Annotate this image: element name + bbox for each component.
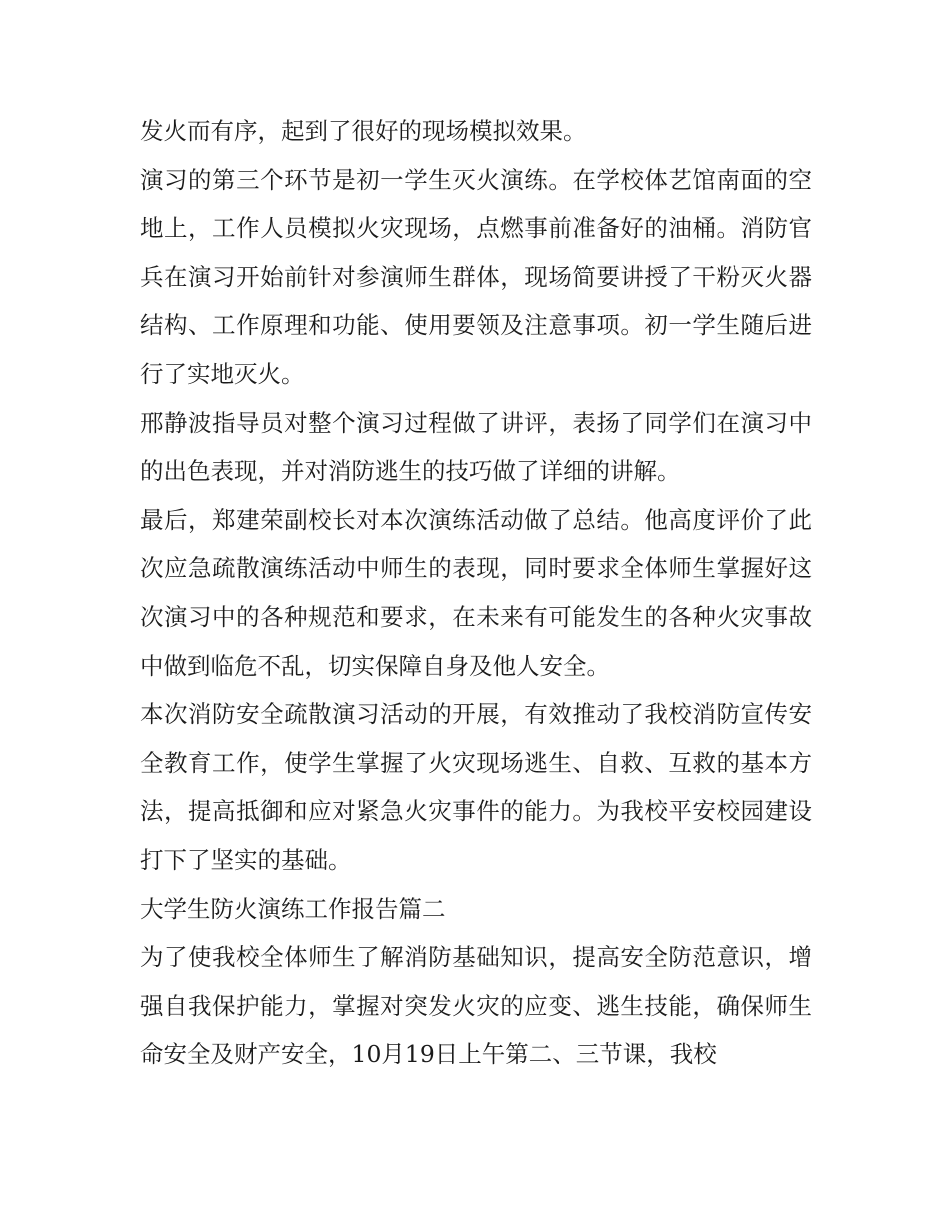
paragraph: 邢静波指导员对整个演习过程做了讲评，表扬了同学们在演习中的出色表现，并对消防逃生的技巧做了详细的讲解。: [140, 408, 812, 486]
paragraph: 发火而有序，起到了很好的现场模拟效果。: [140, 117, 587, 145]
paragraph: 为了使我校全体师生了解消防基础知识，提高安全防范意识，增强自我保护能力，掌握对突发火灾的应变、逃生技能，确保师生命安全及财产安全，10月19日上午第二、三节课，我校: [140, 943, 812, 1069]
paragraph: 演习的第三个环节是初一学生灭火演练。在学校体艺馆南面的空地上，工作人员模拟火灾现场，点燃事前准备好的油桶。消防官兵在演习开始前针对参演师生群体，现场简要讲授了干粉灭火器结构、工作原理和功能、使用要领及注意事项。初一学生随后进行了实地灭火。: [140, 165, 812, 388]
paragraph: 本次消防安全疏散演习活动的开展，有效推动了我校消防宣传安全教育工作，使学生掌握了火灾现场逃生、自救、互救的基本方法，提高抵御和应对紧急火灾事件的能力。为我校平安校园建设打下了坚实的基础。: [140, 700, 812, 874]
document-body: [140, 107, 812, 1079]
section-heading: 大学生防火演练工作报告篇二: [140, 894, 446, 923]
paragraph: 最后，郑建荣副校长对本次演练活动做了总结。他高度评价了此次应急疏散演练活动中师生的表现，同时要求全体师生掌握好这次演习中的各种规范和要求，在未来有可能发生的各种火灾事故中做到临危不乱，切实保障自身及他人安全。: [140, 505, 812, 680]
